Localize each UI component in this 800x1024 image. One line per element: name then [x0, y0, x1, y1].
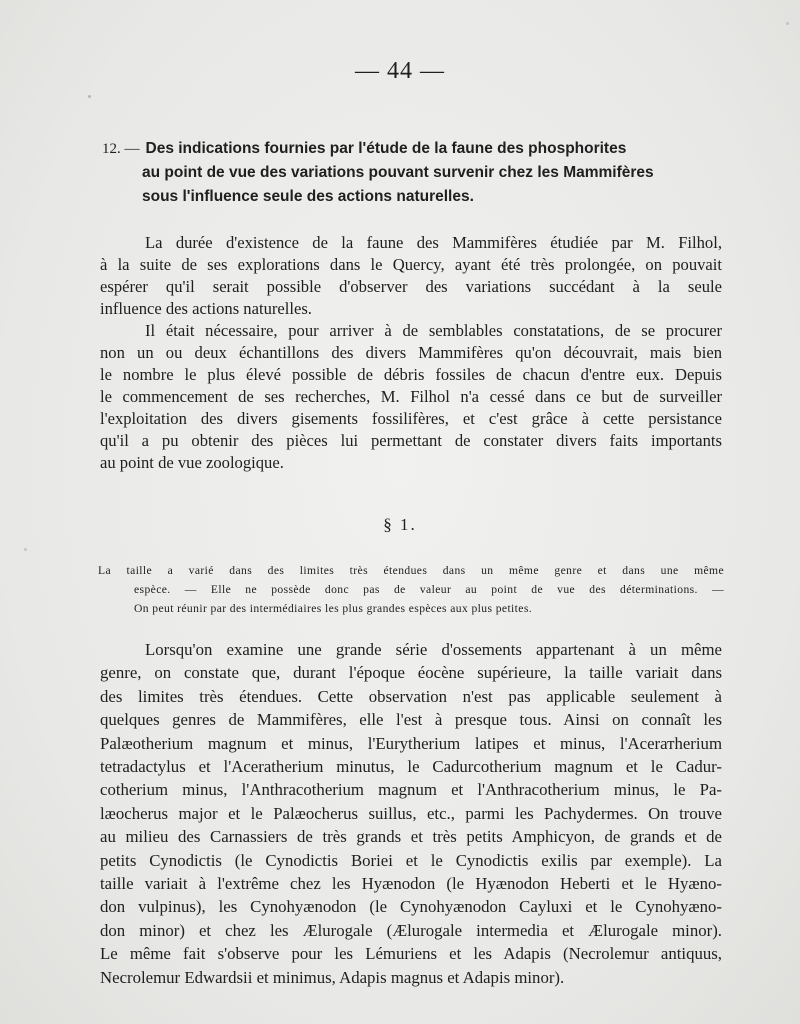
text-line: espérer qu'il serait possible d'observer des variations succédant à la seule [100, 277, 722, 296]
text-line: quelques genres de Mammifères, elle l'est à presque tous. Ainsi on connaît les [100, 710, 722, 730]
heading-line: au point de vue des variations pouvant survenir chez les Mammifères [142, 164, 654, 181]
text-line: le nombre le plus élevé possible de débris fossiles de chacun d'entre eux. Depuis [100, 365, 722, 384]
text-line: Le même fait s'observe pour les Lémuriens et les Adapis (Necrolemur antiquus, [100, 944, 722, 964]
text-line: cotherium minus, l'Anthracotherium magnum et l'Anthracotherium minus, le Pa- [100, 780, 722, 800]
heading-line: sous l'influence seule des actions naturelles. [142, 188, 474, 205]
text-line: Palæotherium magnum et minus, l'Eurytherium latipes et minus, l'Acerатherium [100, 733, 722, 753]
page-number: — 44 — [355, 58, 445, 84]
text-line: tetradactylus et l'Aceratherium minutus, le Cadurcotherium magnum et le Cadur- [100, 757, 722, 777]
paper-speck [786, 22, 789, 25]
text-line: qu'il a pu obtenir des pièces lui permettant de constater divers faits importants [100, 431, 722, 450]
section-summary [98, 561, 724, 618]
section-heading [102, 137, 702, 209]
paragraph-intro [100, 232, 722, 474]
section-marker: § 1. [383, 515, 417, 534]
text-line: influence des actions naturelles. [100, 299, 312, 318]
text-line: des limites très étendues. Cette observation n'est pas applicable seulement à [100, 686, 722, 706]
text-line: petits Cynodictis (le Cynodictis Boriei et le Cynodictis exilis par exemple). La [100, 850, 722, 870]
text-line: genre, on constate que, durant l'époque éocène supérieure, la taille variait dans [100, 663, 722, 683]
text-line: au point de vue zoologique. [100, 453, 284, 472]
text-line: non un ou deux échantillons des divers Mammifères qu'on découvrait, mais bien [100, 343, 722, 362]
text-line: don vulpinus), les Cynohyænodon (le Cynohyænodon Cayluxi et le Cynohyæno- [100, 897, 722, 917]
text-line: l'exploitation des divers gisements fossilifères, et c'est grâce à cette persistance [100, 409, 722, 428]
paper-speck [24, 548, 27, 551]
text-line: Il était nécessaire, pour arriver à de semblables constatations, de se procurer [145, 321, 722, 340]
heading-number: 12. — [102, 141, 140, 157]
text-line: Necrolemur Edwardsii et minimus, Adapis magnus et Adapis minor). [100, 967, 565, 987]
paragraph-body [100, 638, 722, 989]
text-line: La durée d'existence de la faune des Mammifères étudiée par M. Filhol, [145, 233, 722, 252]
paper-speck [88, 95, 91, 98]
text-line: Lorsqu'on examine une grande série d'ossements appartenant à un même [145, 640, 722, 659]
heading-line: 12. — Des indications fournies par l'étude de la faune des phosphorites [102, 140, 627, 157]
text-line: au milieu des Carnassiers de très grands et très petits Amphicyon, de grands et de [100, 827, 722, 847]
summary-line: On peut réunir par des intermédiaires les plus grandes espèces aux plus petites. [134, 602, 533, 615]
text-line: taille variait à l'extrême chez les Hyænodon (le Hyænodon Heberti et le Hyæno- [100, 874, 722, 894]
text-line: don minor) et chez les Ælurogale (Ælurogale intermedia et Ælurogale minor). [100, 920, 722, 940]
text-line: læocherus major et le Palæocherus suillus, etc., parmi les Pachydermes. On trouve [100, 803, 722, 823]
text-line: à la suite de ses explorations dans le Quercy, ayant été très prolongée, on pouvait [100, 255, 722, 274]
summary-line: La taille a varié dans des limites très étendues dans un même genre et dans une même [98, 564, 724, 577]
summary-line: espèce. — Elle ne possède donc pas de valeur au point de vue des déterminations. — [134, 583, 724, 596]
text-line: le commencement de ses recherches, M. Filhol n'a cessé dans ce but de surveiller [100, 387, 722, 406]
